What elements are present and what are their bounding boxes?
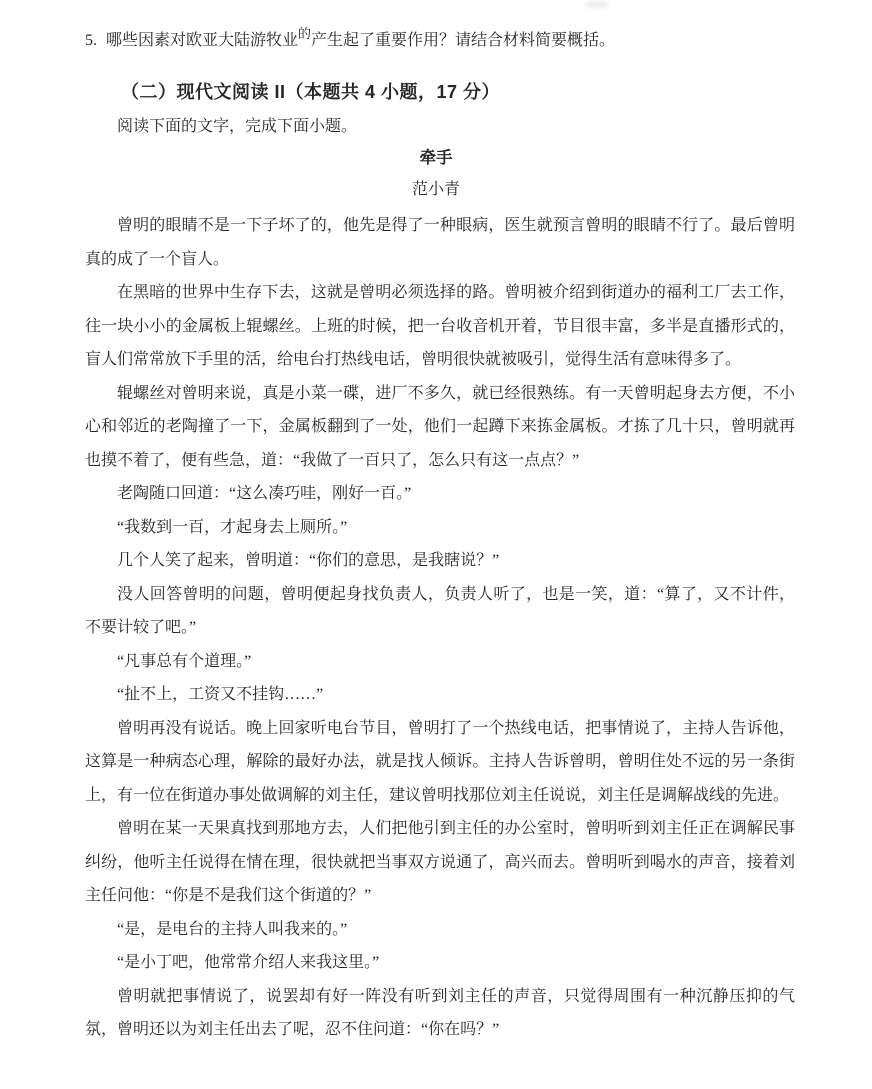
question-5-superscript: 的 [298,26,312,41]
scan-artifact [585,1,609,8]
passage-title: 牵手 [419,148,453,167]
reading-instruction: 阅读下面的文字，完成下面小题。 [117,118,358,135]
question-5 [0,0,872,53]
passage-paragraph: 几个人笑了起来，曾明道：“你们的意思，是我瞎说？” [117,552,500,569]
passage-author: 范小青 [411,181,460,198]
passage-paragraph: “我数到一百，才起身去上厕所。” [117,518,348,536]
question-5-text-after: 产生起了重要作用？请结合材料简要概括。 [311,32,616,49]
passage-paragraph: 没人回答曾明的问题，曾明便起身找负责人，负责人听了，也是一笑，道：“算了，又不计件，不要计较了吧。” [85,585,795,636]
passage-paragraph: “是小丁吧，他常常介绍人来我这里。” [117,954,380,971]
passage-paragraph: 曾明的眼睛不是一下子坏了的，他先是得了一种眼病，医生就预言曾明的眼睛不行了。最后曾明真的成了一个盲人。 [85,217,795,268]
question-5-number: 5. [85,32,97,49]
passage-paragraph: 在黑暗的世界中生存下去，这就是曾明必须选择的路。曾明被介绍到街道办的福利工厂去工作，往一块小小的金属板上辊螺丝。上班的时候，把一台收音机开着，节目很丰富，多半是直播形式的，盲人们常常放下手里的活，给电台打热线电话，曾明很快就被吸引，觉得生活有意味得多了。 [85,284,795,368]
section-heading: （二）现代文阅读 II（本题共 4 小题，17 分） [121,82,501,102]
passage-paragraph: 辊螺丝对曾明来说，真是小菜一碟，进厂不多久，就已经很熟练。有一天曾明起身去方便，不小心和邻近的老陶撞了一下，金属板翻到了一处，他们一起蹲下来拣金属板。才拣了几十只，曾明就再也摸不着了，便有些急，道：“我做了一百只了，怎么只有这一点点？” [85,384,795,469]
passage-body [85,209,795,1047]
question-5-text-before: 哪些因素对欧亚大陆游牧业 [106,32,299,49]
passage-paragraph: 曾明就把事情说了，说罢却有好一阵没有听到刘主任的声音，只觉得周围有一种沉静压抑的气氛，曾明还以为刘主任出去了呢，忍不住问道：“你在吗？” [85,987,795,1038]
passage-paragraph: “是，是电台的主持人叫我来的。” [117,920,348,938]
passage-paragraph: “凡事总有个道理。” [117,652,252,670]
passage-paragraph: 曾明在某一天果真找到那地方去，人们把他引到主任的办公室时，曾明听到刘主任正在调解民事纠纷，他听主任说得在情在理，很快就把当事双方说通了，高兴而去。曾明听到喝水的声音，接着刘主任问他：“你是不是我们这个街道的？” [85,820,795,904]
passage-paragraph: 老陶随口回道：“这么凑巧哇，刚好一百。” [117,485,412,502]
passage-paragraph: 曾明再没有说话。晚上回家听电台节目，曾明打了一个热线电话，把事情说了，主持人告诉他，这算是一种病态心理，解除的最好办法，就是找人倾诉。主持人告诉曾明，曾明住处不远的另一条街上，有一位在街道办事处做调解的刘主任，建议曾明找那位刘主任说说，刘主任是调解战线的先进。 [85,719,795,804]
passage-paragraph: “扯不上，工资又不挂钩……” [117,686,324,703]
